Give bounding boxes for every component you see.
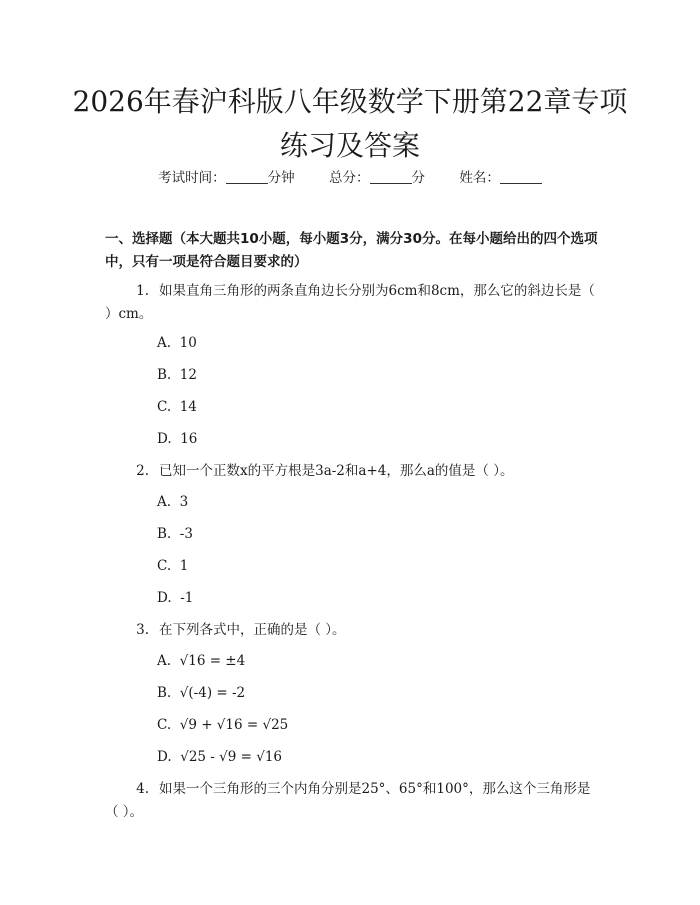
exam-info-line	[0, 168, 700, 188]
question-1	[105, 280, 600, 326]
question-number: 4.	[136, 781, 149, 797]
option-1d[interactable]: D. 16	[157, 431, 198, 447]
option-3b[interactable]: B. √(-4) = -2	[157, 685, 246, 701]
section-heading: 一、选择题（本大题共10小题，每小题3分，满分30分。在每小题给出的四个选项中，只有一项是符合题目要求的）	[105, 231, 598, 270]
option-2c[interactable]: C. 1	[157, 558, 189, 574]
question-number: 3.	[136, 622, 149, 638]
question-text: 已知一个正数x的平方根是3a-2和a+4，那么a的值是（ ）。	[159, 463, 514, 479]
time-unit: 分钟	[267, 170, 295, 186]
question-number: 1.	[136, 283, 149, 299]
time-blank[interactable]	[226, 169, 268, 184]
option-3c[interactable]: C. √9 + √16 = √25	[157, 717, 289, 733]
option-2d[interactable]: D. -1	[157, 590, 194, 606]
name-label: 姓名：	[459, 170, 500, 186]
option-2b[interactable]: B. -3	[157, 526, 193, 542]
option-2a[interactable]: A. 3	[157, 494, 189, 510]
option-1a[interactable]: A. 10	[157, 335, 197, 351]
option-1b[interactable]: B. 12	[157, 367, 197, 383]
question-3	[105, 619, 600, 642]
option-3d[interactable]: D. √25 - √9 = √16	[157, 749, 283, 765]
score-blank[interactable]	[370, 169, 412, 184]
question-text: 在下列各式中，正确的是（ ）。	[159, 622, 346, 638]
option-1c[interactable]: C. 14	[157, 399, 197, 415]
score-label: 总分：	[329, 170, 370, 186]
time-label: 考试时间：	[158, 170, 226, 186]
question-text: 如果直角三角形的两条直角边长分别为6cm和8cm，那么它的斜边长是（ ）cm。	[105, 283, 595, 322]
page-title: 2026年春沪科版八年级数学下册第22章专项练习及答案	[72, 85, 628, 162]
question-text: 如果一个三角形的三个内角分别是25°、65°和100°，那么这个三角形是（ ）。	[105, 781, 591, 820]
question-4	[105, 778, 600, 824]
question-number: 2.	[136, 463, 149, 479]
name-blank[interactable]	[500, 169, 542, 184]
option-3a[interactable]: A. √16 = ±4	[157, 653, 246, 669]
question-2	[105, 460, 600, 483]
score-unit: 分	[411, 170, 425, 186]
